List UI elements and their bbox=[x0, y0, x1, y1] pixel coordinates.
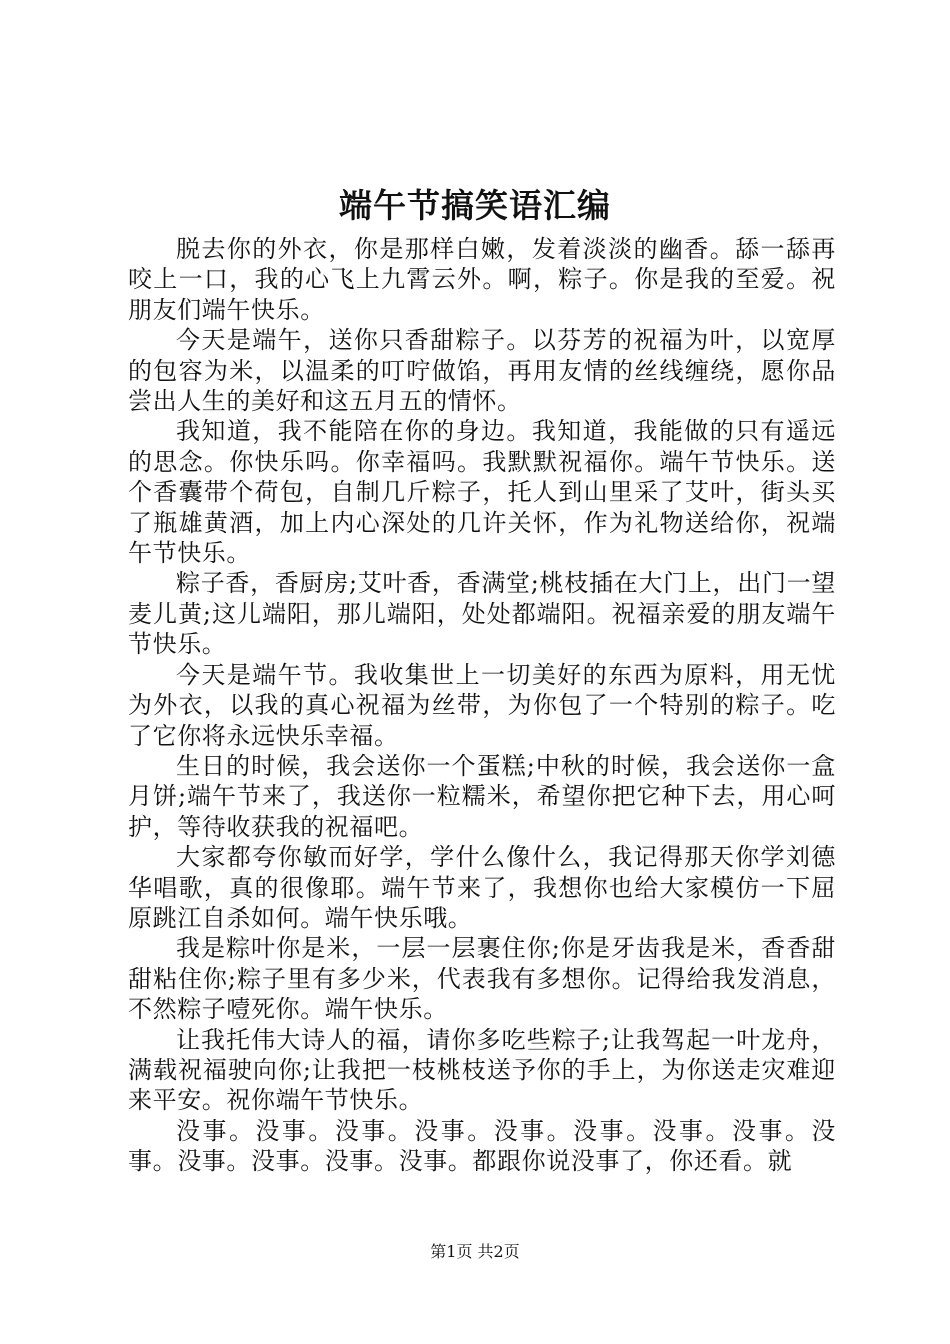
paragraph: 让我托伟大诗人的福，请你多吃些粽子;让我驾起一叶龙舟，满载祝福驶向你;让我把一枝桃枝送予你的手上，为你送走灾难迎来平安。祝你端午节快乐。 bbox=[128, 1025, 836, 1115]
paragraph: 生日的时候，我会送你一个蛋糕;中秋的时候，我会送你一盒月饼;端午节来了，我送你一粒糯米，希望你把它种下去，用心呵护，等待收获我的祝福吧。 bbox=[128, 751, 836, 841]
paragraph: 大家都夸你敏而好学，学什么像什么，我记得那天你学刘德华唱歌，真的很像耶。端午节来了，我想你也给大家模仿一下屈原跳江自杀如何。端午快乐哦。 bbox=[128, 843, 836, 932]
paragraph: 脱去你的外衣，你是那样白嫩，发着淡淡的幽香。舔一舔再咬上一口，我的心飞上九霄云外。啊，粽子。你是我的至爱。祝朋友们端午快乐。 bbox=[128, 235, 836, 324]
document-title: 端午节搞笑语汇编 bbox=[339, 186, 611, 225]
paragraph: 我知道，我不能陪在你的身边。我知道，我能做的只有遥远的思念。你快乐吗。你幸福吗。我默默祝福你。端午节快乐。送个香囊带个荷包，自制几斤粽子，托人到山里采了艾叶，街头买了瓶雄黄酒，加上内心深处的几许关怀，作为礼物送给你，祝端午节快乐。 bbox=[128, 417, 836, 568]
paragraph: 今天是端午节。我收集世上一切美好的东西为原料，用无忧为外衣，以我的真心祝福为丝带，为你包了一个特别的粽子。吃了它你将永远快乐幸福。 bbox=[128, 660, 836, 750]
page-number: 第1页 共2页 bbox=[430, 1242, 520, 1261]
paragraph: 粽子香，香厨房;艾叶香，香满堂;桃枝插在大门上，出门一望麦儿黄;这儿端阳，那儿端阳，处处都端阳。祝福亲爱的朋友端午节快乐。 bbox=[128, 569, 836, 659]
document-body bbox=[128, 234, 836, 1182]
paragraph: 今天是端午，送你只香甜粽子。以芬芳的祝福为叶，以宽厚的包容为米，以温柔的叮咛做馅，再用友情的丝线缠绕，愿你品尝出人生的美好和这五月五的情怀。 bbox=[128, 326, 836, 416]
paragraph: 我是粽叶你是米，一层一层裹住你;你是牙齿我是米，香香甜甜粘住你;粽子里有多少米，代表我有多想你。记得给我发消息，不然粽子噎死你。端午快乐。 bbox=[128, 934, 836, 1024]
paragraph: 没事。没事。没事。没事。没事。没事。没事。没事。没事。没事。没事。没事。没事。都跟你说没事了，你还看。就 bbox=[128, 1116, 836, 1176]
